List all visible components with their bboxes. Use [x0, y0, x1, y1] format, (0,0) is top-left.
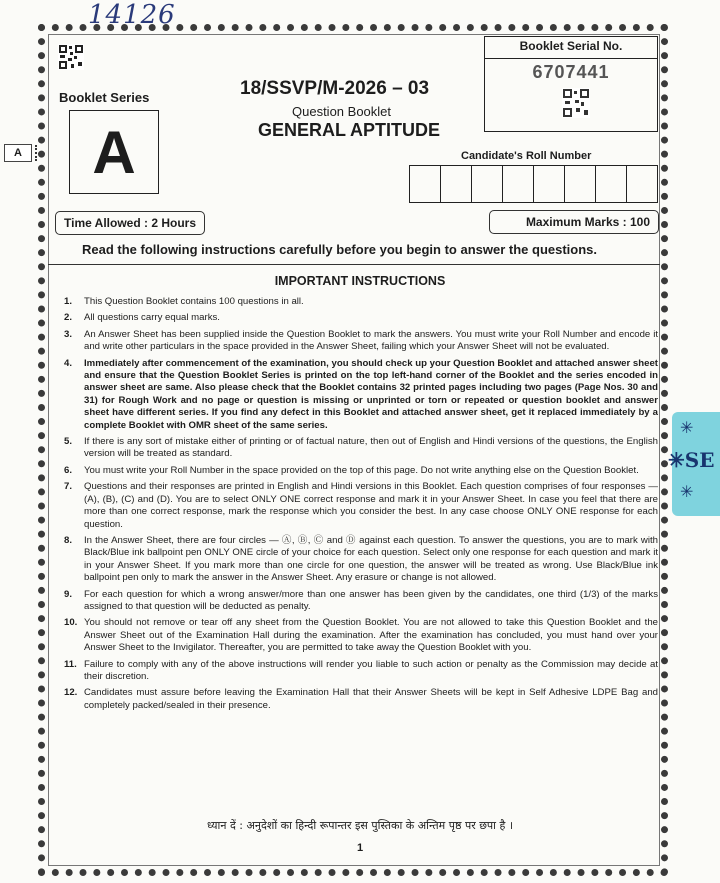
booklet-series-value: A — [92, 118, 136, 186]
paper-code: 18/SSVP/M-2026 – 03 — [240, 78, 430, 99]
asterisk-icon: ✳ — [680, 420, 694, 437]
roll-digit-box[interactable] — [564, 165, 596, 203]
instruction-item — [56, 687, 658, 712]
roll-digit-box[interactable] — [626, 165, 658, 203]
booklet-series-box — [69, 110, 159, 194]
roll-digit-box[interactable] — [502, 165, 534, 203]
roll-number-boxes[interactable] — [410, 165, 658, 203]
roll-digit-box[interactable] — [471, 165, 503, 203]
instruction-number: 6. — [64, 464, 73, 476]
hindi-note: ध्यान दें : अनुदेशों का हिन्दी रूपान्तर इस पुस्तिका के अन्तिम पृष्ठ पर छपा है । — [206, 819, 514, 832]
instruction-text: Candidates must assure before leaving the Examination Hall that their Answer Sheets will be kept in Self Adhesive LDPE Bag and completely packed/sealed in their presence. — [84, 687, 658, 711]
instruction-number: 7. — [64, 481, 73, 493]
read-instructions-line: Read the following instructions carefully before you begin to answer the questions. — [82, 242, 598, 257]
instruction-item — [56, 358, 658, 432]
instruction-number: 5. — [64, 436, 73, 448]
instruction-text: For each question for which a wrong answer/more than one answer has been given by the candidates, one third (1/3) of the marks assigned to that question will be deducted as penalty. — [84, 588, 658, 612]
roll-digit-box[interactable] — [440, 165, 472, 203]
instruction-item — [56, 535, 658, 585]
series-side-tab — [4, 144, 32, 162]
qr-code-icon — [562, 88, 590, 118]
instruction-text: Failure to comply with any of the above instructions will render you liable to such action or penalty as the Commission may decide at their discretion. — [84, 658, 658, 682]
instruction-item — [56, 312, 658, 324]
instruction-number: 8. — [64, 534, 73, 546]
instruction-text: In the Answer Sheet, there are four circles — Ⓐ, Ⓑ, Ⓒ and Ⓓ against each question. To answer the questions, you are to mark with Black/Blue ink ballpoint pen ONLY ONE circle of your choice for each question. Select only one response for each question and mark it in your Answer Sheet. If you mark more than one circle for one question, the answer will be treated as wrong. Use Black/Blue ink ballpoint pen only to mark the answer in the Answer Sheet. Any erasure or change is not allowed. — [84, 534, 658, 584]
instruction-text: All questions carry equal marks. — [84, 312, 220, 324]
time-allowed: Time Allowed : 2 Hours — [55, 211, 205, 235]
side-tab-dots — [30, 145, 37, 161]
instructions-list — [56, 296, 658, 716]
instruction-number: 4. — [64, 357, 73, 369]
booklet-type: Question Booklet — [292, 104, 392, 119]
instruction-item — [56, 617, 658, 654]
instruction-number: 10. — [64, 617, 78, 629]
sticker-text: ✳SE — [668, 448, 715, 472]
asterisk-icon: ✳ — [680, 484, 694, 501]
qr-code-icon — [58, 44, 84, 70]
maximum-marks: Maximum Marks : 100 — [489, 210, 659, 234]
section-divider — [48, 264, 660, 265]
instruction-item — [56, 296, 658, 308]
booklet-series-label: Booklet Series — [59, 90, 150, 105]
instruction-item — [56, 329, 658, 354]
instruction-text: Immediately after commencement of the examination, you should check up your Question Booklet and attached answer sheet and ensure that the Question Booklet Series is printed on the top left-hand corner of the Booklet and the series encoded in answer sheet are same. Also please check that the Booklet contains 32 printed pages including two pages (Page Nos. 30 and 31) for Rough Work and no page or question is missing or unprinted or torn or repeated or question booklet and answer sheet have different series. If you find any defect in this Booklet and attached answer sheet, get it replaced immediately by a complete Booklet with OMR sheet of the same series. — [84, 357, 658, 431]
roll-digit-box[interactable] — [533, 165, 565, 203]
instruction-text: You must write your Roll Number in the space provided on the top of this page. Do not write anything else on the Question Booklet. — [84, 464, 639, 476]
instruction-number: 9. — [64, 588, 73, 600]
handwritten-number: 14126 — [88, 0, 176, 30]
instruction-text: Questions and their responses are printed in English and Hindi versions in this Booklet. Each question comprises of four responses — (A), (B), (C) and (D). You are to select ONLY ONE correct response and mark it in your Answer Sheet. In case you feel that there are more than one correct response, mark the response which you consider the best. In any case choose ONLY ONE response for each question. — [84, 481, 658, 530]
subject-title: GENERAL APTITUDE — [258, 120, 441, 140]
sticker-label: SE — [684, 448, 715, 472]
instruction-number: 11. — [64, 658, 77, 670]
instruction-item — [56, 465, 658, 477]
instruction-text: If there is any sort of mistake either of printing or of factual nature, then out of English and Hindi versions of the questions, the English version will be treated as standard. — [84, 436, 658, 460]
serial-number-label: Booklet Serial No. — [519, 39, 623, 53]
roll-digit-box[interactable] — [595, 165, 627, 203]
instruction-text: You should not remove or tear off any sheet from the Question Booklet. You are not allowed to take this Question Booklet and the Answer Sheet out of the Examination Hall during the examination. After the examination has concluded, you must hand over your Answer Sheet to the Invigilator. Thereafter, you are permitted to take away the Question Booklet with you. — [84, 617, 658, 654]
instruction-number: 12. — [64, 687, 78, 699]
instruction-number: 1. — [64, 296, 73, 307]
serial-divider — [484, 58, 658, 59]
instruction-item — [56, 436, 658, 461]
page-number: 1 — [356, 842, 364, 854]
instruction-item — [56, 481, 658, 531]
side-tab-letter: A — [14, 147, 22, 159]
instruction-number: 2. — [64, 312, 73, 324]
serial-number-value: 6707441 — [532, 62, 610, 82]
instruction-text: An Answer Sheet has been supplied inside the Question Booklet to mark the answers. You must write your Roll Number and encode it and write other particulars in the space provided in the Answer Sheet, failing which your Answer Sheet will not be evaluated. — [84, 328, 658, 353]
roll-digit-box[interactable] — [409, 165, 441, 203]
instruction-number: 3. — [64, 328, 73, 340]
instructions-title: IMPORTANT INSTRUCTIONS — [274, 274, 446, 288]
instruction-text: This Question Booklet contains 100 questions in all. — [84, 296, 304, 307]
roll-number-label: Candidate's Roll Number — [461, 150, 592, 162]
instruction-item — [56, 659, 658, 684]
instruction-item — [56, 589, 658, 614]
